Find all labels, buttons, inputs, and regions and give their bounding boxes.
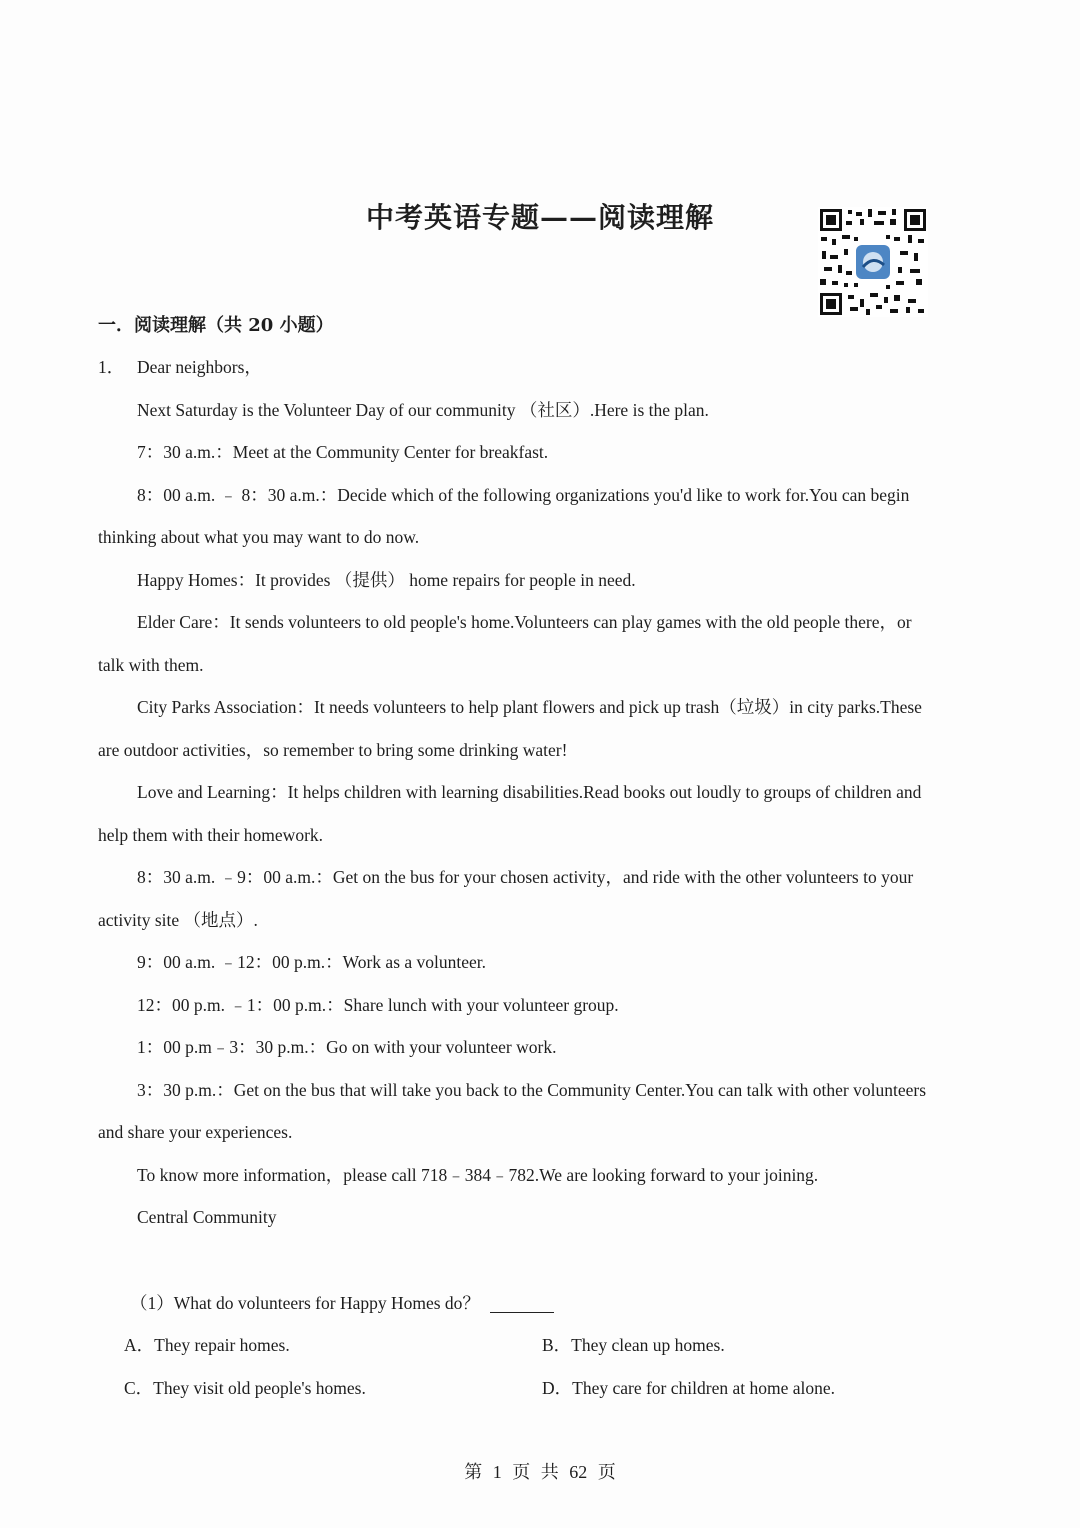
paragraph-line: Next Saturday is the Volunteer Day of our community （社区）.Here is the plan. <box>137 399 709 420</box>
option-a[interactable]: A．They repair homes. <box>124 1335 290 1355</box>
paragraph-line: 7：30 a.m.：Meet at the Community Center for breakfast. <box>137 442 549 462</box>
paragraph-line: are outdoor activities，so remember to bring some drinking water! <box>98 739 568 760</box>
answer-blank[interactable] <box>490 1311 554 1313</box>
option-c[interactable]: C．They visit old people's homes. <box>124 1377 366 1398</box>
sub-question-text: （1）What do volunteers for Happy Homes do？ <box>130 1292 480 1313</box>
paragraph-line: activity site （地点）. <box>98 909 258 930</box>
signature: Central Community <box>137 1207 277 1227</box>
sub-question <box>98 1282 984 1325</box>
option-b[interactable]: B．They clean up homes. <box>542 1335 725 1355</box>
page-footer: 第 1 页 共 62 页 <box>464 1462 616 1482</box>
option-d[interactable]: D．They care for children at home alone. <box>542 1377 835 1398</box>
passage <box>98 346 984 1409</box>
paragraph-line: 3：30 p.m.：Get on the bus that will take you back to the Community Center.You can talk with other volunteers <box>137 1079 927 1100</box>
paragraph-line: To know more information，please call 718﹣384﹣782.We are looking forward to your joining. <box>137 1164 819 1185</box>
paragraph-line: Happy Homes：It provides （提供） home repairs for people in need. <box>137 569 636 590</box>
paragraph-line: 8：00 a.m. ﹣ 8：30 a.m.：Decide which of the following organizations you'd like to work for.You can begin <box>137 484 910 505</box>
question-number: 1． <box>98 357 125 377</box>
paragraph-line: and share your experiences. <box>98 1122 293 1142</box>
page-title: 中考英语专题——阅读理解 <box>365 201 714 234</box>
paragraph-line: thinking about what you may want to do now. <box>98 527 420 547</box>
paragraph-line: 8：30 a.m. ﹣9：00 a.m.：Get on the bus for your chosen activity，and ride with the other volunteers to your <box>137 867 914 887</box>
paragraph-line: Dear neighbors， <box>137 357 262 377</box>
paragraph-line: talk with them. <box>98 654 204 675</box>
paragraph-line: City Parks Association：It needs volunteers to help plant flowers and pick up trash（垃圾）in city parks.These <box>137 697 922 717</box>
paragraph-line: 1：00 p.m﹣3：30 p.m.：Go on with your volunteer work. <box>137 1037 557 1057</box>
paragraph-line: 9：00 a.m. ﹣12：00 p.m.：Work as a volunteer. <box>137 952 487 972</box>
qr-code-icon <box>818 207 928 317</box>
section-heading: 一．阅读理解（共 20 小题） <box>98 315 334 336</box>
paragraph-line: 12：00 p.m. ﹣1：00 p.m.：Share lunch with your volunteer group. <box>137 994 619 1015</box>
paragraph-line: Love and Learning：It helps children with learning disabilities.Read books out loudly to groups of children and <box>137 782 922 802</box>
paragraph-line: help them with their homework. <box>98 824 324 845</box>
paragraph-line: Elder Care：It sends volunteers to old people's home.Volunteers can play games with the old people there，or <box>137 612 912 632</box>
